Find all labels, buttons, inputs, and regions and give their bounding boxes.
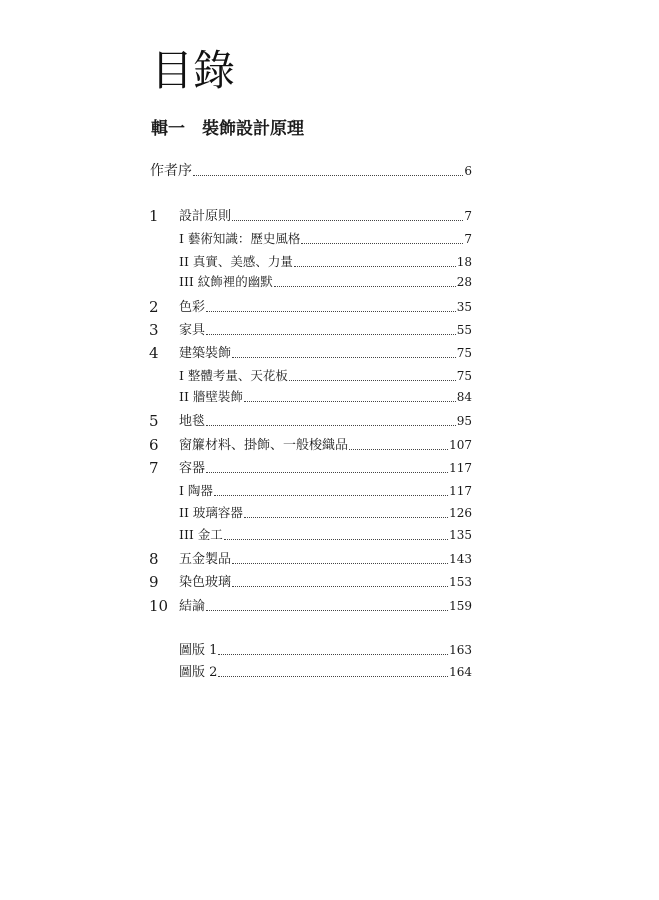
toc-entry-section[interactable]	[179, 525, 472, 545]
toc-entry-label: II 玻璃容器	[179, 505, 243, 520]
toc-entry-page: 75	[456, 346, 472, 360]
toc-entry-section[interactable]	[179, 272, 472, 292]
leader-dots	[232, 219, 463, 221]
toc-entry-page: 7	[464, 209, 472, 223]
chapter-number: 1	[149, 207, 159, 225]
toc-entry-label: 窗簾材料、掛飾、一般梭織品	[179, 438, 349, 453]
chapter-number: 9	[149, 573, 159, 591]
toc-entry-page: 35	[456, 300, 472, 314]
toc-entry-page: 95	[456, 414, 472, 428]
toc-entry-label: 家具	[179, 323, 206, 338]
toc-entry-page: 117	[449, 484, 472, 498]
toc-entry-label: 建築裝飾	[179, 346, 232, 361]
toc-entry-page: 143	[449, 552, 472, 566]
leader-dots	[214, 494, 448, 496]
leader-dots	[274, 285, 456, 287]
toc-entry-label: 作者序	[150, 163, 192, 179]
chapter-number: 2	[149, 298, 159, 316]
toc-entry-chapter[interactable]	[149, 458, 472, 478]
toc-entry-label: II 牆壁裝飾	[179, 389, 243, 404]
toc-entry-page: 84	[456, 390, 472, 404]
toc-entry-plate[interactable]	[179, 640, 472, 660]
toc-entry-label: III 紋飾裡的幽默	[179, 274, 273, 289]
leader-dots	[193, 174, 463, 176]
toc-entry-page: 7	[464, 232, 472, 246]
leader-dots	[206, 424, 456, 426]
chapter-number: 10	[149, 597, 169, 615]
leader-dots	[244, 400, 456, 402]
toc-entry-chapter[interactable]	[149, 343, 472, 363]
toc-entry-chapter[interactable]	[149, 320, 472, 340]
leader-dots	[301, 242, 463, 244]
leader-dots	[244, 516, 448, 518]
leader-dots	[232, 356, 456, 358]
toc-entry-chapter[interactable]	[149, 596, 472, 616]
toc-entry-label: II 真實、美感、力量	[179, 254, 293, 269]
toc-entry-label: 染色玻璃	[179, 575, 232, 590]
toc-entry-page: 55	[456, 323, 472, 337]
leader-dots	[218, 675, 448, 677]
leader-dots	[206, 609, 448, 611]
toc-entry-page: 126	[449, 506, 472, 520]
toc-entry-label: I 整體考量、天花板	[179, 368, 288, 383]
toc-entry-chapter[interactable]	[149, 549, 472, 569]
toc-entry-section[interactable]	[179, 387, 472, 407]
toc-entry-label: 圖版 2	[179, 665, 218, 680]
toc-entry-section[interactable]	[179, 366, 472, 386]
toc-entry-label: 結論	[179, 599, 206, 614]
toc-entry-chapter[interactable]	[149, 206, 472, 226]
toc-entry-page: 75	[456, 369, 472, 383]
toc-entry-label: I 陶器	[179, 483, 213, 498]
toc-entry-section[interactable]	[179, 229, 472, 249]
toc-entry-page: 107	[449, 438, 472, 452]
leader-dots	[206, 333, 456, 335]
toc-entry-label: 五金製品	[179, 552, 232, 567]
toc-entry-page: 18	[456, 255, 472, 269]
leader-dots	[289, 379, 456, 381]
toc-entry-label: I 藝術知識：歷史風格	[179, 231, 301, 246]
toc-entry-chapter[interactable]	[149, 435, 472, 455]
chapter-number: 6	[149, 436, 159, 454]
toc-entry-page: 6	[464, 164, 472, 178]
toc-entry-section[interactable]	[179, 481, 472, 501]
toc-entry-section[interactable]	[179, 252, 472, 272]
chapter-number: 8	[149, 550, 159, 568]
toc-entry-label: 設計原則	[179, 209, 232, 224]
page-title: 目錄	[151, 46, 236, 95]
toc-entry-chapter[interactable]	[149, 572, 472, 592]
leader-dots	[206, 471, 448, 473]
leader-dots	[232, 562, 448, 564]
chapter-number: 7	[149, 459, 159, 477]
toc-entry-page: 117	[449, 461, 472, 475]
toc-entry-plate[interactable]	[179, 662, 472, 682]
chapter-number: 5	[149, 412, 159, 430]
chapter-number: 3	[149, 321, 159, 339]
chapter-number: 4	[149, 344, 159, 362]
toc-entry-page: 163	[449, 643, 472, 657]
toc-entry-label: 圖版 1	[179, 643, 218, 658]
leader-dots	[349, 448, 448, 450]
toc-entry-page: 28	[456, 275, 472, 289]
part-heading: 輯一 裝飾設計原理	[151, 119, 304, 139]
leader-dots	[224, 538, 448, 540]
toc-entry-label: 容器	[179, 461, 206, 476]
toc-entry-preface[interactable]	[150, 161, 472, 181]
toc-entry-label: 地毯	[179, 414, 206, 429]
leader-dots	[206, 310, 456, 312]
leader-dots	[294, 265, 456, 267]
leader-dots	[232, 585, 448, 587]
leader-dots	[218, 653, 448, 655]
toc-entry-chapter[interactable]	[149, 297, 472, 317]
toc-entry-label: III 金工	[179, 527, 223, 542]
toc-entry-section[interactable]	[179, 503, 472, 523]
toc-entry-label: 色彩	[179, 300, 206, 315]
toc-entry-page: 159	[449, 599, 472, 613]
toc-entry-chapter[interactable]	[149, 411, 472, 431]
toc-entry-page: 135	[449, 528, 472, 542]
toc-entry-page: 153	[449, 575, 472, 589]
toc-entry-page: 164	[449, 665, 472, 679]
